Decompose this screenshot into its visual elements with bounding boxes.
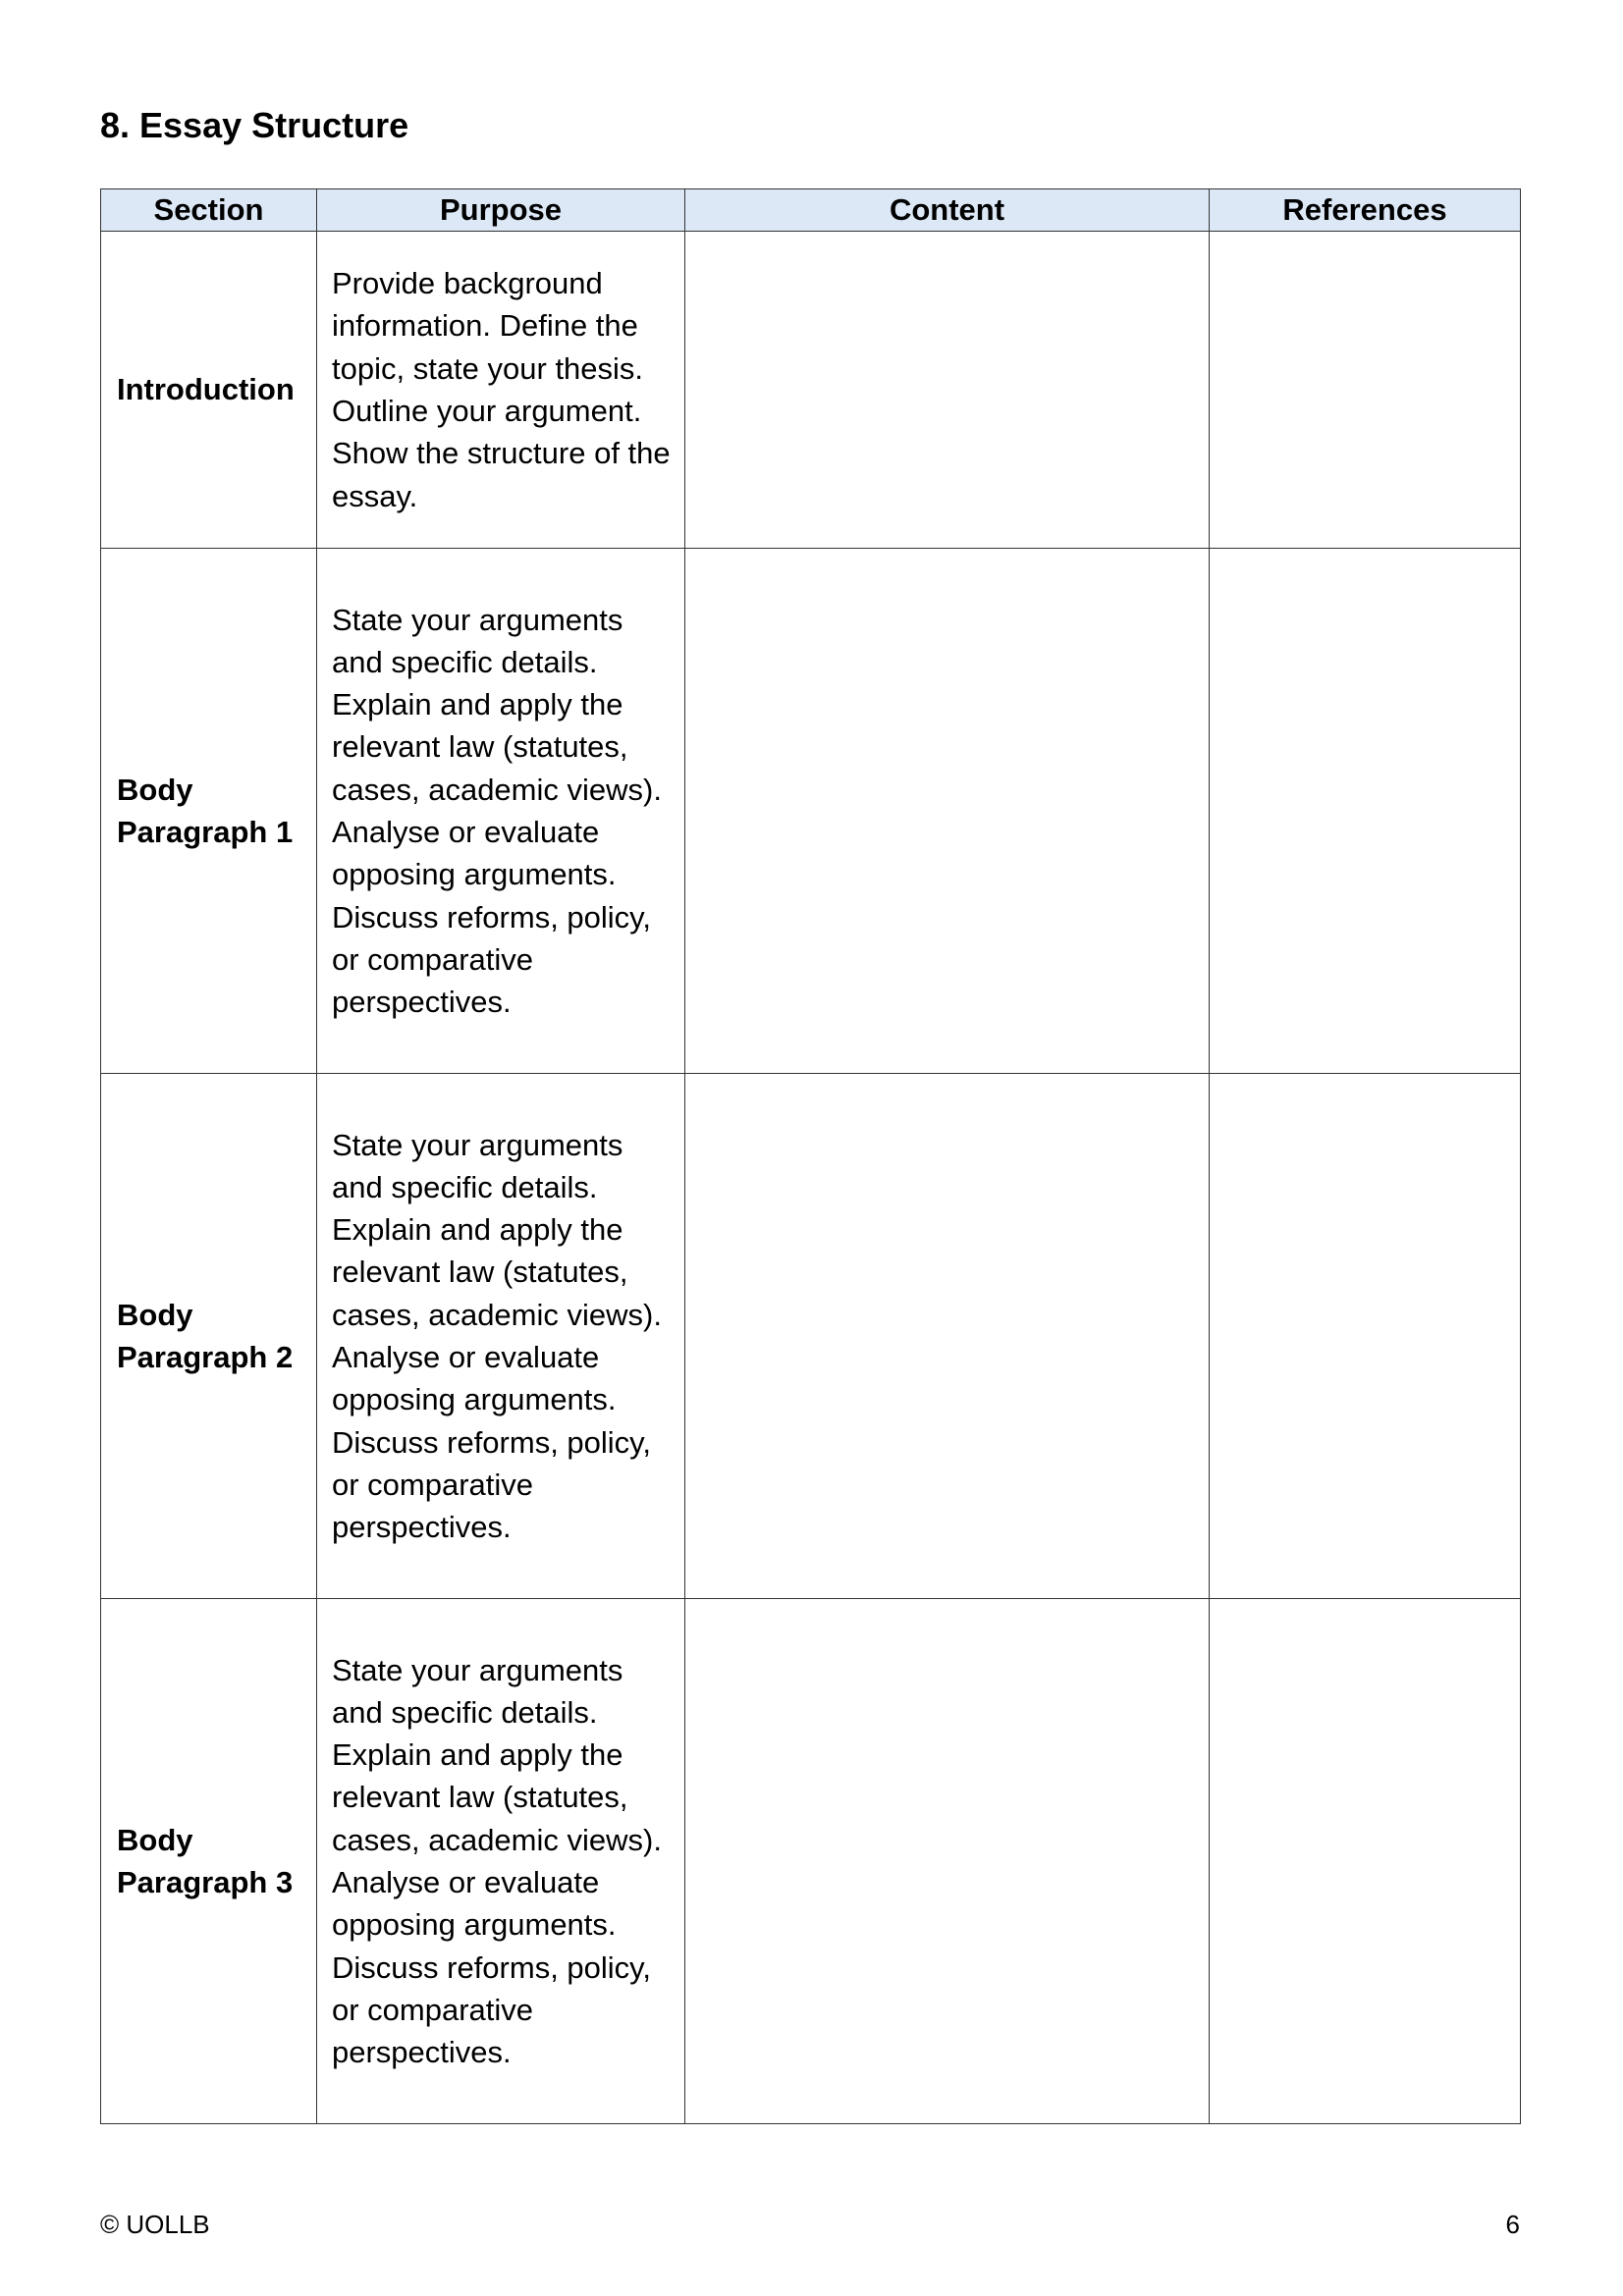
content-cell[interactable] <box>685 1074 1210 1599</box>
footer-copyright: © UOLLB <box>100 2210 210 2239</box>
purpose-cell: State your arguments and specific details. Explain and apply the relevant law (statutes, cases, academic views). Analyse or evaluate opposing arguments. Discuss reforms, policy, or comparative perspectives. <box>317 549 685 1074</box>
references-cell[interactable] <box>1210 1599 1521 2124</box>
table-row-introduction <box>101 232 1521 549</box>
section-cell: Introduction <box>101 232 317 549</box>
page-title: 8. Essay Structure <box>100 105 409 145</box>
header-section: Section <box>101 189 317 232</box>
section-cell: Body Paragraph 3 <box>101 1599 317 2124</box>
table-row-body-paragraph-3 <box>101 1599 1521 2124</box>
table-row-body-paragraph-1 <box>101 549 1521 1074</box>
content-cell[interactable] <box>685 232 1210 549</box>
section-cell: Body Paragraph 2 <box>101 1074 317 1599</box>
references-cell[interactable] <box>1210 1074 1521 1599</box>
content-cell[interactable] <box>685 549 1210 1074</box>
footer-page-number: 6 <box>1505 2210 1520 2239</box>
purpose-cell: Provide background information. Define the topic, state your thesis. Outline your argument. Show the structure of the essay. <box>317 232 685 549</box>
table-row-body-paragraph-2 <box>101 1074 1521 1599</box>
section-cell: Body Paragraph 1 <box>101 549 317 1074</box>
header-content: Content <box>685 189 1210 232</box>
essay-structure-table <box>100 188 1521 2124</box>
purpose-cell: State your arguments and specific details. Explain and apply the relevant law (statutes, cases, academic views). Analyse or evaluate opposing arguments. Discuss reforms, policy, or comparative perspectives. <box>317 1074 685 1599</box>
references-cell[interactable] <box>1210 549 1521 1074</box>
header-purpose: Purpose <box>317 189 685 232</box>
purpose-cell: State your arguments and specific details. Explain and apply the relevant law (statutes, cases, academic views). Analyse or evaluate opposing arguments. Discuss reforms, policy, or comparative perspectives. <box>317 1599 685 2124</box>
header-references: References <box>1210 189 1521 232</box>
content-cell[interactable] <box>685 1599 1210 2124</box>
table-header-row <box>101 189 1521 232</box>
references-cell[interactable] <box>1210 232 1521 549</box>
